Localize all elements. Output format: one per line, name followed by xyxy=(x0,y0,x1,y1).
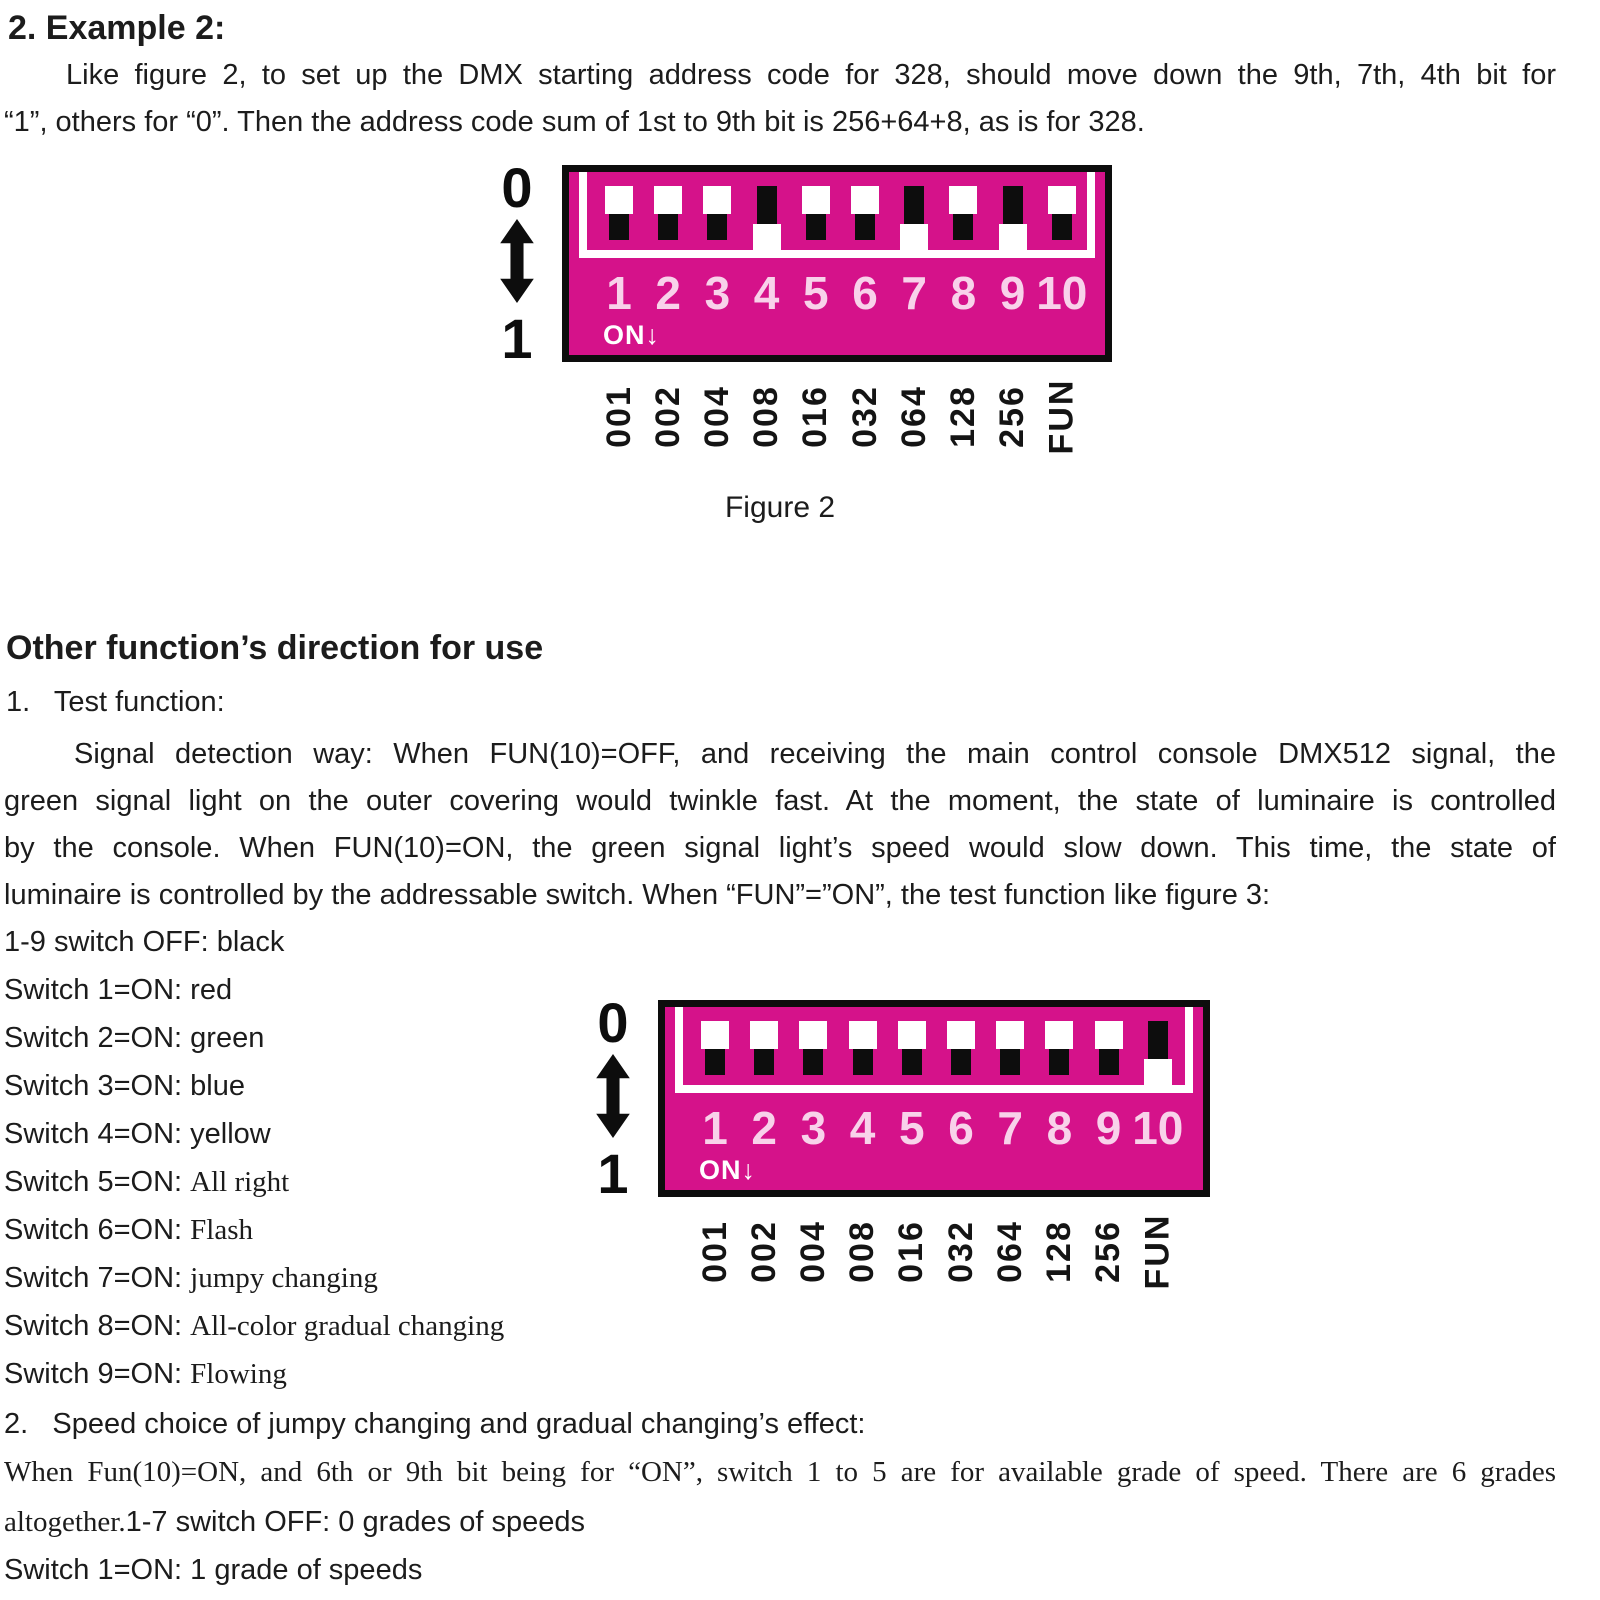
dip-switch-slot xyxy=(757,186,777,228)
dip-switch-10 xyxy=(1048,186,1076,254)
dip-switch-number: 1 xyxy=(702,1102,728,1154)
paragraph3-line1: When Fun(10)=ON, and 6th or 9th bit being for “ON”, switch 1 to 5 are for available grade of speed. There are 6 grades xyxy=(4,1456,1556,1488)
dip-value-label xyxy=(793,1201,833,1301)
dip-value-label xyxy=(744,1201,784,1301)
dip-switch-number: 10 xyxy=(1036,267,1088,319)
dip-switch-actuator xyxy=(799,1021,827,1049)
dip-value-label xyxy=(648,366,688,466)
dip-value-label xyxy=(1042,366,1082,466)
dip-value-label xyxy=(747,366,787,466)
dip-value-label-text: 002 xyxy=(744,1219,783,1283)
paragraph2-line4: luminaire is controlled by the addressable switch. When “FUN”=”ON”, the test function like figure 3: xyxy=(4,879,1271,911)
dip-switch-8 xyxy=(949,186,977,254)
dip-switch-actuator xyxy=(849,1021,877,1049)
dip-switch-actuator xyxy=(701,1021,729,1049)
dip-switch-7 xyxy=(900,186,928,254)
dip-value-label xyxy=(843,1201,883,1301)
dip-switch-8 xyxy=(1045,1021,1073,1089)
paragraph3-line2: altogether.1-7 switch OFF: 0 grades of speeds xyxy=(4,1506,585,1538)
dip-switch-6 xyxy=(851,186,879,254)
dip-value-label xyxy=(990,1201,1030,1301)
dip-value-label-text: 002 xyxy=(648,384,687,448)
dip-switch-actuator xyxy=(949,186,977,214)
dip-switch-actuator xyxy=(605,186,633,214)
dip-switch-4 xyxy=(849,1021,877,1089)
dip-value-label-text: 004 xyxy=(697,384,736,448)
updown-arrow-icon xyxy=(498,219,536,308)
dip-switch-6 xyxy=(947,1021,975,1089)
dip-switch-number: 6 xyxy=(948,1102,974,1154)
paragraph1-line1: Like figure 2, to set up the DMX starting address code for 328, should move down the 9th, 7th, 4th bit for xyxy=(66,59,1556,91)
dip-value-label xyxy=(695,1201,735,1301)
dip-value-label-text: 256 xyxy=(993,384,1032,448)
dip-switch-number: 8 xyxy=(1046,1102,1073,1154)
dip-on-label: ON↓ xyxy=(603,320,660,350)
heading-other-functions: Other function’s direction for use xyxy=(6,629,544,667)
dip-switch-1 xyxy=(701,1021,729,1089)
dip-switch-2 xyxy=(654,186,682,254)
dip-value-label-text: 256 xyxy=(1089,1219,1128,1283)
dip-switch-number: 4 xyxy=(849,1102,876,1154)
dip-switch-actuator xyxy=(851,186,879,214)
list-item-test-function: 1. Test function: xyxy=(6,686,225,718)
scale-zero-label: 0 xyxy=(501,156,533,219)
dip-switch-body xyxy=(658,1000,1210,1197)
dip-switch-actuator xyxy=(999,224,1027,250)
dip-value-label-text: 064 xyxy=(894,384,933,448)
dip-switch-7 xyxy=(996,1021,1024,1089)
dip-value-label-text: 032 xyxy=(941,1219,980,1283)
dip-switch-9 xyxy=(999,186,1027,254)
dip-switch-number: 4 xyxy=(753,267,780,319)
dip-switch-actuator xyxy=(802,186,830,214)
dip-switch-body xyxy=(562,165,1112,362)
dip-value-label-text: FUN xyxy=(1138,1213,1177,1289)
dip-switch-actuator xyxy=(753,224,781,250)
scale-zero-label: 0 xyxy=(597,991,629,1054)
dip-value-label-text: 016 xyxy=(892,1219,931,1283)
dip-switch-number: 1 xyxy=(606,267,632,319)
dip-value-label xyxy=(796,366,836,466)
dip-switch-number: 3 xyxy=(704,267,731,319)
switch-list-line: Switch 9=ON: Flowing xyxy=(4,1358,287,1390)
dip-switch-actuator xyxy=(750,1021,778,1049)
dip-value-label xyxy=(993,366,1033,466)
dip-switch-5 xyxy=(898,1021,926,1089)
dip-on-label: ON↓ xyxy=(699,1155,756,1185)
dip-switch-number: 6 xyxy=(852,267,878,319)
dip-switch-actuator xyxy=(898,1021,926,1049)
dip-switch-number: 10 xyxy=(1132,1102,1184,1154)
switch-list-line: Switch 1=ON: red xyxy=(4,974,233,1006)
figure2-caption: Figure 2 xyxy=(724,491,836,524)
dip-value-label-text: 032 xyxy=(845,384,884,448)
dip-value-label-text: 001 xyxy=(695,1219,734,1283)
dip-switch-actuator xyxy=(1144,1059,1172,1085)
dip-switch-5 xyxy=(802,186,830,254)
dip-switch-2 xyxy=(750,1021,778,1089)
dip-switch-3 xyxy=(703,186,731,254)
dip-value-label-text: FUN xyxy=(1042,378,1081,454)
dip-switch-number: 2 xyxy=(655,267,681,319)
dip-value-label xyxy=(894,366,934,466)
dip-switch-slot xyxy=(904,186,924,228)
dip-switch-1 xyxy=(605,186,633,254)
switch-list-line: Switch 7=ON: jumpy changing xyxy=(4,1262,378,1294)
dip-value-label-text: 008 xyxy=(843,1219,882,1283)
dip-switch-slot xyxy=(1148,1021,1168,1063)
dip-switch-number: 8 xyxy=(950,267,977,319)
dip-switch-number: 5 xyxy=(899,1102,925,1154)
dip-value-label xyxy=(1138,1201,1178,1301)
dip-value-label-text: 004 xyxy=(793,1219,832,1283)
paragraph2-line2: green signal light on the outer covering would twinkle fast. At the moment, the state of luminaire is controlled xyxy=(4,785,1556,817)
dip-value-label xyxy=(1039,1201,1079,1301)
dip-switch-number: 3 xyxy=(800,1102,827,1154)
dip-value-label xyxy=(845,366,885,466)
dip-switch-9 xyxy=(1095,1021,1123,1089)
dip-switch-4 xyxy=(753,186,781,254)
paragraph2-line3: by the console. When FUN(10)=ON, the green signal light’s speed would slow down. This time, the state of xyxy=(4,832,1556,864)
switch-list-line: Switch 8=ON: All-color gradual changing xyxy=(4,1310,505,1342)
dip-value-label xyxy=(943,366,983,466)
switch-list-line: Switch 5=ON: All right xyxy=(4,1166,290,1198)
dip-switch-number: 2 xyxy=(751,1102,777,1154)
dip-value-label-text: 008 xyxy=(747,384,786,448)
dip-switch-3 xyxy=(799,1021,827,1089)
dip-switch-number: 9 xyxy=(1095,1102,1122,1154)
dip-switch-number: 7 xyxy=(997,1102,1023,1154)
dip-switch-actuator xyxy=(947,1021,975,1049)
dip-switch-number: 7 xyxy=(901,267,927,319)
list-item-speed-choice: 2. Speed choice of jumpy changing and gradual changing’s effect: xyxy=(4,1408,866,1440)
scale-one-label: 1 xyxy=(597,1142,629,1205)
dip-scale-column xyxy=(580,991,646,1205)
switch-off-line: 1-9 switch OFF: black xyxy=(4,926,285,958)
dip-switch-number: 9 xyxy=(999,267,1026,319)
dip-switch-actuator xyxy=(1095,1021,1123,1049)
dip-switch-actuator xyxy=(1048,186,1076,214)
paragraph1-line2: “1”, others for “0”. Then the address code sum of 1st to 9th bit is 256+64+8, as is for 328. xyxy=(4,106,1145,138)
dip-switch-actuator xyxy=(1045,1021,1073,1049)
dip-switch-number: 5 xyxy=(803,267,829,319)
switch-list-line: Switch 2=ON: green xyxy=(4,1022,265,1054)
dip-value-label-text: 128 xyxy=(1039,1219,1078,1283)
dip-switch-actuator xyxy=(996,1021,1024,1049)
heading-example-2: 2. Example 2: xyxy=(8,9,226,47)
dip-switch-actuator xyxy=(654,186,682,214)
dip-value-label xyxy=(599,366,639,466)
switch-list-line: Switch 4=ON: yellow xyxy=(4,1118,271,1150)
dip-switch-10 xyxy=(1144,1021,1172,1089)
dip-value-label xyxy=(941,1201,981,1301)
paragraph2-line1: Signal detection way: When FUN(10)=OFF, and receiving the main control console DMX512 signal, the xyxy=(74,738,1556,770)
dip-value-label-text: 016 xyxy=(796,384,835,448)
dip-value-label-text: 064 xyxy=(990,1219,1029,1283)
dip-value-label xyxy=(1089,1201,1129,1301)
dip-switch-actuator xyxy=(703,186,731,214)
dip-scale-column xyxy=(484,156,550,370)
dip-switch-actuator xyxy=(900,224,928,250)
dip-value-label xyxy=(697,366,737,466)
last-line-speed-grade: Switch 1=ON: 1 grade of speeds xyxy=(4,1554,423,1586)
dip-value-label-text: 001 xyxy=(599,384,638,448)
scale-one-label: 1 xyxy=(501,307,533,370)
dip-value-label xyxy=(892,1201,932,1301)
switch-list-line: Switch 3=ON: blue xyxy=(4,1070,245,1102)
switch-list-line: Switch 6=ON: Flash xyxy=(4,1214,253,1246)
updown-arrow-icon xyxy=(594,1054,632,1143)
dip-switch-slot xyxy=(1003,186,1023,228)
dip-value-label-text: 128 xyxy=(943,384,982,448)
